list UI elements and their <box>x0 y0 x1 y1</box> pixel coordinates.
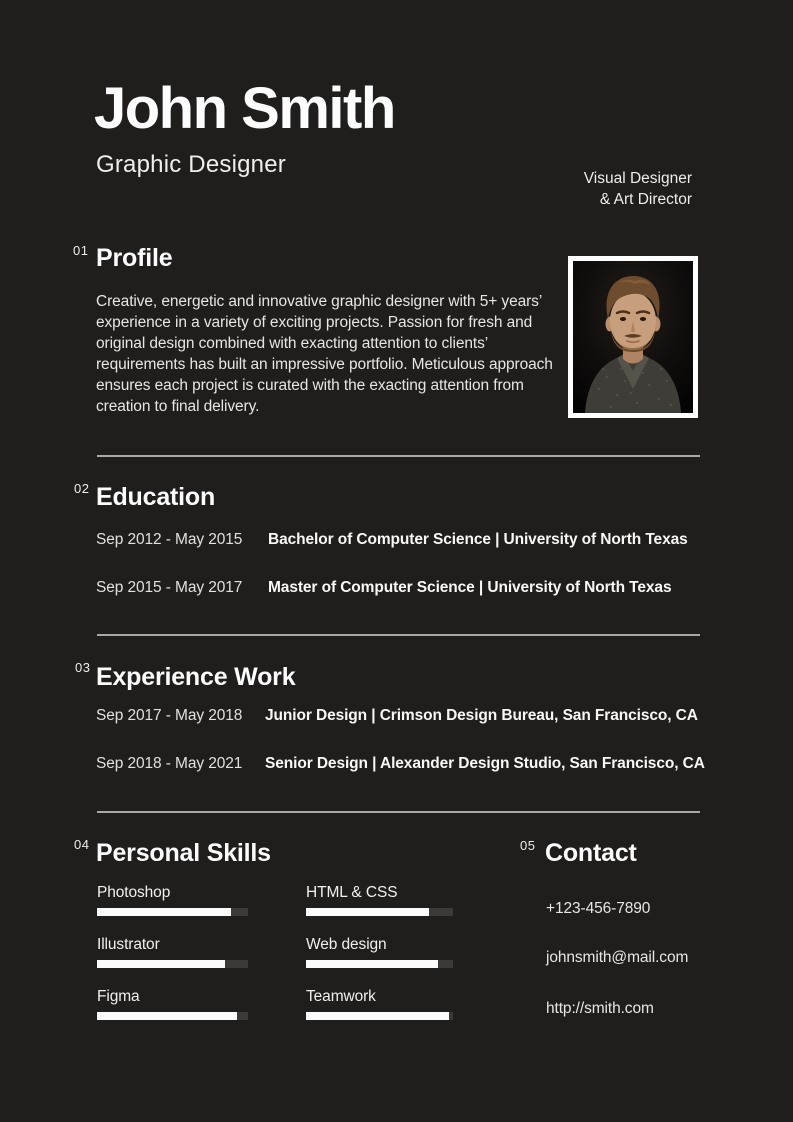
skill-label: Web design <box>306 936 387 953</box>
person-name: John Smith <box>94 76 395 141</box>
tagline-line-1: Visual Designer <box>583 170 692 187</box>
skill-bar-track <box>97 1012 248 1020</box>
skill-bar-track <box>306 1012 453 1020</box>
job-title: Graphic Designer <box>96 151 286 178</box>
section-title-contact: Contact <box>545 839 637 867</box>
portrait-illustration <box>573 261 693 413</box>
skill-bar-fill <box>306 908 429 916</box>
skill-bar-fill <box>306 1012 449 1020</box>
tagline <box>584 168 692 210</box>
skill-label: HTML & CSS <box>306 884 398 901</box>
skill-bar-track <box>97 908 248 916</box>
contact-website[interactable]: http://smith.com <box>546 1000 654 1017</box>
skill-item <box>97 988 248 1020</box>
tagline-line-2: & Art Director <box>599 191 692 208</box>
skill-item <box>97 936 248 968</box>
skill-item <box>306 988 453 1020</box>
skill-item <box>306 884 453 916</box>
section-title-experience: Experience Work <box>96 663 296 691</box>
profile-photo <box>568 256 698 418</box>
divider-experience-skills <box>97 811 700 813</box>
divider-profile-education <box>97 455 700 457</box>
section-number-experience: 03 <box>75 660 91 675</box>
section-title-skills: Personal Skills <box>96 839 271 867</box>
skill-label: Illustrator <box>97 936 160 953</box>
divider-education-experience <box>97 634 700 636</box>
education-row-period: Sep 2012 - May 2015 <box>96 531 243 548</box>
section-title-education: Education <box>96 483 216 511</box>
experience-row-detail: Senior Design | Alexander Design Studio, San Francisco, CA <box>265 755 705 772</box>
experience-row-period: Sep 2017 - May 2018 <box>96 707 243 724</box>
education-row-detail: Master of Computer Science | University of North Texas <box>268 579 672 596</box>
skill-bar-track <box>97 960 248 968</box>
skill-bar-fill <box>97 1012 237 1020</box>
skill-label: Photoshop <box>97 884 171 901</box>
contact-email[interactable]: johnsmith@mail.com <box>546 949 689 966</box>
experience-row-detail: Junior Design | Crimson Design Bureau, San Francisco, CA <box>265 707 698 724</box>
skill-bar-track <box>306 960 453 968</box>
section-number-profile: 01 <box>73 243 89 258</box>
section-number-contact: 05 <box>520 838 536 853</box>
skill-label: Teamwork <box>306 988 376 1005</box>
contact-phone[interactable]: +123-456-7890 <box>546 900 651 917</box>
skill-bar-fill <box>306 960 438 968</box>
section-number-skills: 04 <box>74 837 90 852</box>
experience-row-period: Sep 2018 - May 2021 <box>96 755 243 772</box>
skill-bar-fill <box>97 960 225 968</box>
education-row-detail: Bachelor of Computer Science | University of North Texas <box>268 531 688 548</box>
skill-item <box>97 884 248 916</box>
profile-summary: Creative, energetic and innovative graphic designer with 5+ years’ experience in a variety of exciting projects. Passion for fresh and original design combined with exacting attention to clients’ requirements has built an impressive portfolio. Meticulous approach ensures each project is curated with the exacting attention from creation to final delivery. <box>96 293 553 415</box>
skills-grid <box>97 884 453 1020</box>
section-title-profile: Profile <box>96 244 173 272</box>
skill-item <box>306 936 453 968</box>
section-number-education: 02 <box>74 481 90 496</box>
skill-bar-fill <box>97 908 231 916</box>
education-row-period: Sep 2015 - May 2017 <box>96 579 243 596</box>
skill-label: Figma <box>97 988 140 1005</box>
skill-bar-track <box>306 908 453 916</box>
